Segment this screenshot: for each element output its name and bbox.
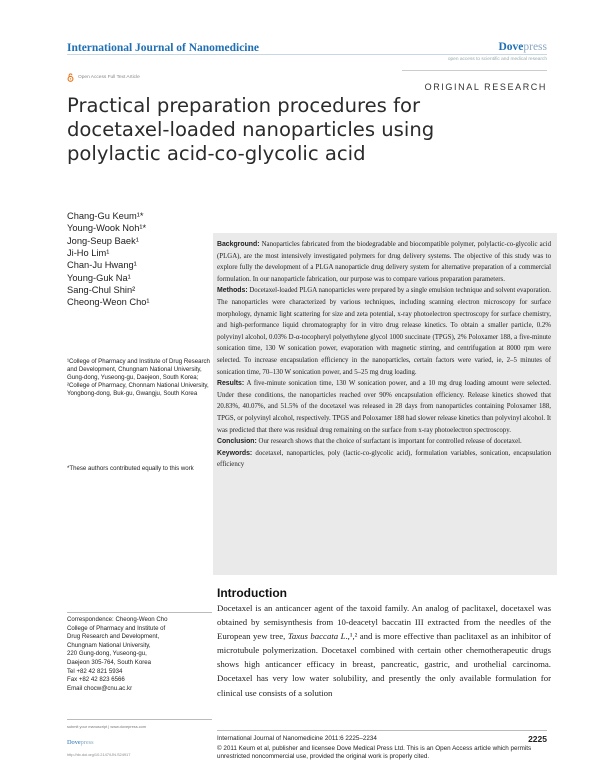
abstract-background [217, 239, 551, 285]
methods-text: Docetaxel-loaded PLGA nanoparticles were prepared by a single emulsion technique and solvent evaporation. The nanoparticles were characterized by various techniques, including scanning electron microscopy for surface morphology, dynamic light scattering for size and zeta potential, x-ray photoelectron spectroscopy for surface chemistry, and high-performance liquid chromatography for in vitro drug release kinetics. To obtain a smaller particle, 0.2% polyvinyl alcohol, 0.03% D-α-tocopheryl polyethylene glycol 1000 succinate (TPGS), 2% Poloxamer 188, a five-minute sonication time, 130 W sonication power, evaporation with magnetic stirring, and centrifugation at 8000 rpm were selected. To increase encapsulation efficiency in the nanoparticles, certain factors were varied, ie, 2–5 minutes of sonication time, 70–130 W sonication power, and 5–25 mg drug loading. [217, 287, 551, 376]
conclusion-label: Conclusion: [217, 438, 257, 446]
brand-bold: Dove [498, 41, 524, 53]
correspondence-tel: Tel +82 42 821 5934 [67, 667, 123, 675]
brand-light: press [523, 41, 547, 53]
copyright-notice: © 2011 Keum et al, publisher and licensee Dove Medical Press Ltd. This is an Open Access article which permits unrestricted noncommercial use, provided the original work is properly cited. [217, 745, 532, 760]
author: Cheong-Weon Cho¹ [67, 297, 150, 308]
correspondence-line: Daejeon 305-764, South Korea [67, 658, 152, 666]
footer-publisher-logo[interactable] [67, 739, 94, 746]
correspondence-email[interactable]: Email chocw@cnu.ac.kr [67, 684, 133, 692]
abstract-conclusion [217, 436, 551, 448]
article-section: ORIGINAL RESEARCH [424, 82, 547, 92]
keywords-label: Keywords: [217, 449, 253, 457]
introduction-text [217, 601, 551, 700]
correspondence-line: Chungnam National University, [67, 641, 151, 649]
header-rule [67, 54, 547, 55]
journal-citation: International Journal of Nanomedicine 2011:6 2225–2234 [217, 735, 377, 742]
correspondence-label: Correspondence: Cheong-Weon Cho [67, 616, 168, 623]
abstract-keywords [217, 448, 551, 471]
author: Young-Guk Na¹ [67, 272, 131, 283]
correspondence-rule [67, 612, 212, 613]
open-access-lock-icon [67, 73, 74, 82]
footer-rule-right [217, 730, 547, 731]
affiliations: ¹College of Pharmacy and Institute of Drug Research and Development, Chungnam National University, Gung-dong, Yuseong-gu, Daejeon, South Korea; ²College of Pharmacy, Chonnam National University, Yongbong-dong, Buk-gu, Gwangju, South Korea [67, 358, 210, 397]
author-list [67, 210, 207, 309]
open-access-label: Open Access Full Text Article [78, 75, 140, 80]
open-access-badge [67, 73, 140, 82]
section-rule [402, 70, 547, 71]
results-text: A five-minute sonication time, 130 W sonication power, and a 10 mg drug loading amount were selected. Under these conditions, the nanoparticles reached over 90% encapsulation efficiency. Release kinetics showed that 20.83%, 40.07%, and 51.5% of the docetaxel was released in 28 days from nanoparticles containing Poloxamer 188, TPGS, or polyvinyl alcohol, respectively. TPGS and Poloxamer 188 had slower release kinetics than polyvinyl alcohol. It was predicted that there was residual drug remaining on the surface from x-ray photoelectron spectroscopy. [217, 380, 551, 434]
conclusion-text: Our research shows that the choice of surfactant is important for controlled release of docetaxel. [256, 438, 522, 446]
footer-rule-left [67, 719, 212, 720]
correspondence-line: Drug Research and Development, [67, 633, 160, 641]
submit-manuscript-link[interactable]: submit your manuscript | www.dovepress.com [67, 724, 147, 729]
article-title: Practical preparation procedures for docetaxel-loaded nanoparticles using polylactic acid-co-glycolic acid [67, 94, 435, 165]
author: Ji-Ho Lim¹ [67, 248, 110, 259]
abstract [217, 239, 551, 471]
author: Chang-Gu Keum¹* [67, 211, 144, 221]
author: Sang-Chul Shin² [67, 285, 136, 296]
abstract-methods [217, 285, 551, 378]
keywords-text: docetaxel, nanoparticles, poly (lactic-co-glycolic acid), formulation variables, sonication, encapsulation efficiency [217, 449, 551, 469]
author: Young-Wook Noh¹* [67, 223, 147, 234]
publisher-tagline: open access to scientific and medical research [447, 57, 547, 62]
page-number: 2225 [528, 734, 547, 744]
background-text: Nanoparticles fabricated from the biodegradable and biocompatible polymer, polylactic-co-glycolic acid (PLGA), are the most intensively investigated polymers for drug delivery systems. The objective of this study was to explore fully the development of a PLGA nanoparticle drug delivery system for alternative preparation of a commercial formulation. In our nanoparticle fabrication, our purpose was to compare various preparation parameters. [217, 241, 551, 283]
equal-contribution-note: *These authors contributed equally to this work [67, 465, 194, 472]
author: Jong-Seup Baek¹ [67, 235, 139, 246]
background-label: Background: [217, 241, 260, 248]
intro-text-end: .,¹,² and is more effective than paclitaxel as an inhibitor of microtubule polymerization. Docetaxel combined with certain other chemotherapeutic drugs shows high anticancer efficacy in breast, pancreatic, gastric, and urothelial carcinoma. Docetaxel has very low water solubility, and presently the only available formulation for clinical use consists of a solution [217, 631, 551, 698]
correspondence-line: 220 Gung-dong, Yuseong-gu, [67, 650, 147, 658]
correspondence-block [67, 616, 212, 693]
introduction-heading: Introduction [217, 586, 287, 600]
footer-brand-bold: Dove [67, 739, 81, 746]
publisher-logo[interactable] [498, 41, 547, 53]
results-label: Results: [217, 380, 245, 388]
doi-link[interactable]: http://dx.doi.org/10.2147/IJN.S24917 [67, 752, 131, 757]
journal-name: International Journal of Nanomedicine [67, 42, 259, 54]
intro-text-start: Docetaxel is an anticancer agent of the taxoid family. An analog of paclitaxel, docetaxel was obtained by semisynthesis from 10-deacetyl baccatin III extracted from the needles of the European yew tree, [217, 603, 551, 642]
author: Chan-Ju Hwang¹ [67, 260, 137, 271]
abstract-results [217, 378, 551, 436]
taxus-species: Taxus baccata L [287, 631, 346, 642]
footer-brand-light: press [80, 739, 94, 746]
correspondence-fax: Fax +82 42 823 6566 [67, 676, 125, 684]
methods-label: Methods: [217, 287, 248, 295]
correspondence-line: College of Pharmacy and Institute of [67, 624, 166, 632]
